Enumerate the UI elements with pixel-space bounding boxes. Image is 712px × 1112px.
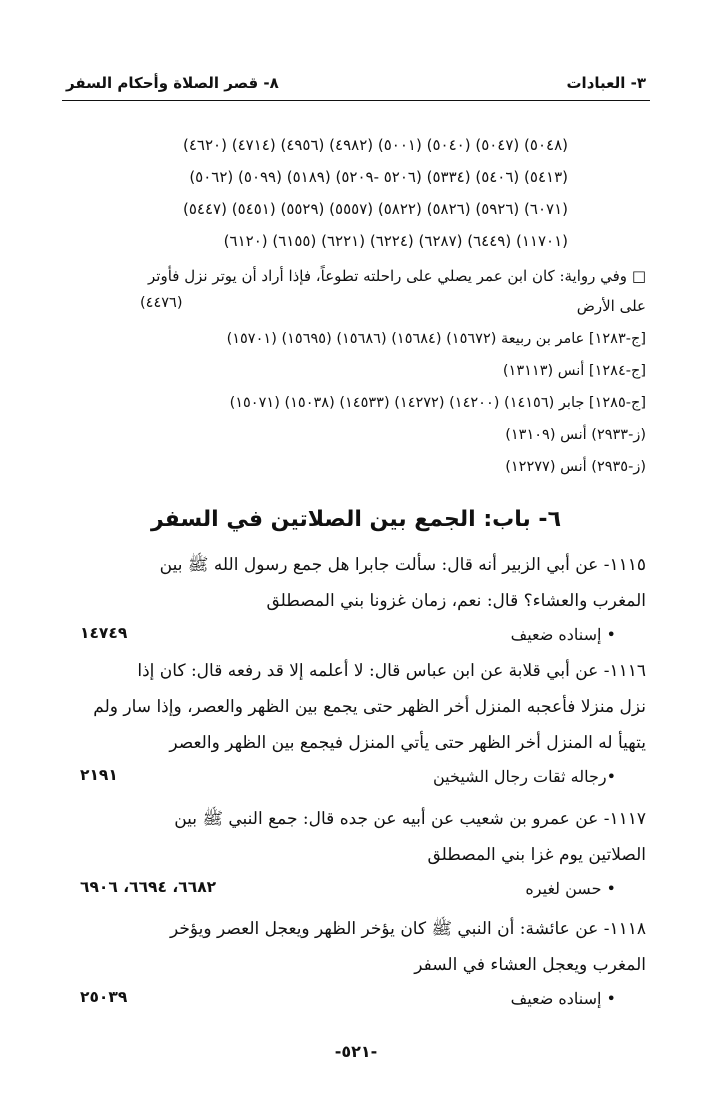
riwaya-line: □ وفي رواية: كان ابن عمر يصلي على راحلته تطوعاً، فإذا أراد أن يوتر نزل فأوتر <box>148 267 646 285</box>
hadith-1116-line: نزل منزلا فأعجبه المنزل أخر الظهر حتى يجمع بين الظهر والعصر، وإذا سار ولم <box>93 697 646 717</box>
header-volume: ٣- العبادات <box>566 74 646 92</box>
refs-line: (٥٠٦٢) (٥٠٩٩) (٥١٨٩) (٥٢٠٦ -٥٢٠٩) (٥٣٣٤) (٥٤٠٦) (٥٤١٣) <box>189 168 568 186</box>
hadith-1118-line: ١١١٨- عن عائشة: أن النبي ﷺ كان يؤخر الظهر ويعجل العصر ويؤخر <box>170 919 646 939</box>
hadith-1115-grade: • إسناده ضعيف <box>510 625 616 644</box>
running-header <box>66 70 646 98</box>
hadith-1117-line: الصلاتين يوم غزا بني المصطلق <box>427 845 646 865</box>
riwaya-line: على الأرض <box>576 297 646 315</box>
hadith-1118-grade: • إسناده ضعيف <box>510 989 616 1008</box>
xref-line: (ز-٢٩٣٣) أنس (١٣١٠٩) <box>505 427 646 443</box>
hadith-1116-number: ٢١٩١ <box>80 766 118 784</box>
hadith-1116-line: ١١١٦- عن أبي قلابة عن ابن عباس قال: لا أعلمه إلا قد رفعه قال: كان إذا <box>137 661 646 681</box>
xref-line: [ج-١٢٨٣] عامر بن ربيعة (١٥٦٧٢) (١٥٦٨٤) (١٥٦٨٦) (١٥٦٩٥) (١٥٧٠١) <box>226 331 646 347</box>
hadith-1118-line: المغرب ويعجل العشاء في السفر <box>414 955 646 975</box>
refs-line: (٥٤٤٧) (٥٤٥١) (٥٥٢٩) (٥٥٥٧) (٥٨٢٢) (٥٨٢٦) (٥٩٢٦) (٦٠٧١) <box>183 200 568 218</box>
xref-line: [ج-١٢٨٥] جابر (١٤١٥٦) (١٤٢٠٠) (١٤٢٧٢) (١٤٥٣٣) (١٥٠٣٨) (١٥٠٧١) <box>229 395 646 411</box>
xref-line: [ج-١٢٨٤] أنس (١٣١١٣) <box>502 363 646 379</box>
xref-line: (ز-٢٩٣٥) أنس (١٢٢٧٧) <box>505 459 646 475</box>
refs-line: (٤٦٢٠) (٤٧١٤) (٤٩٥٦) (٤٩٨٢) (٥٠٠١) (٥٠٤٠) (٥٠٤٧) (٥٠٤٨) <box>183 136 568 154</box>
refs-line: (٦١٢٠) (٦١٥٥) (٦٢٢١) (٦٢٢٤) (٦٢٨٧) (٦٤٤٩) (١١٧٠١) <box>223 232 568 250</box>
hadith-1116-grade: •رجاله ثقات رجال الشيخين <box>433 767 616 786</box>
riwaya-number: (٤٤٧٦) <box>140 295 183 311</box>
hadith-1115-number: ١٤٧٤٩ <box>80 624 128 642</box>
hadith-1117-grade: • حسن لغيره <box>525 879 616 898</box>
hadith-1115-line: ١١١٥- عن أبي الزبير أنه قال: سألت جابرا هل جمع رسول الله ﷺ بين <box>159 555 646 575</box>
header-chapter: ٨- قصر الصلاة وأحكام السفر <box>66 74 279 92</box>
chapter-title: ٦- باب: الجمع بين الصلاتين في السفر <box>150 507 562 532</box>
page-number: -٥٢١- <box>334 1042 378 1061</box>
hadith-1117-line: ١١١٧- عن عمرو بن شعيب عن أبيه عن جده قال: جمع النبي ﷺ بين <box>174 809 646 829</box>
header-divider <box>62 100 650 101</box>
hadith-1115-line: المغرب والعشاء؟ قال: نعم، زمان غزونا بني المصطلق <box>266 591 646 611</box>
hadith-1118-number: ٢٥٠٣٩ <box>80 988 128 1006</box>
hadith-1117-number: ٦٦٨٢، ٦٦٩٤، ٦٩٠٦ <box>80 878 217 896</box>
hadith-1116-line: يتهيأ له المنزل أخر الظهر حتى يأتي المنزل فيجمع بين الظهر والعصر <box>169 733 646 753</box>
